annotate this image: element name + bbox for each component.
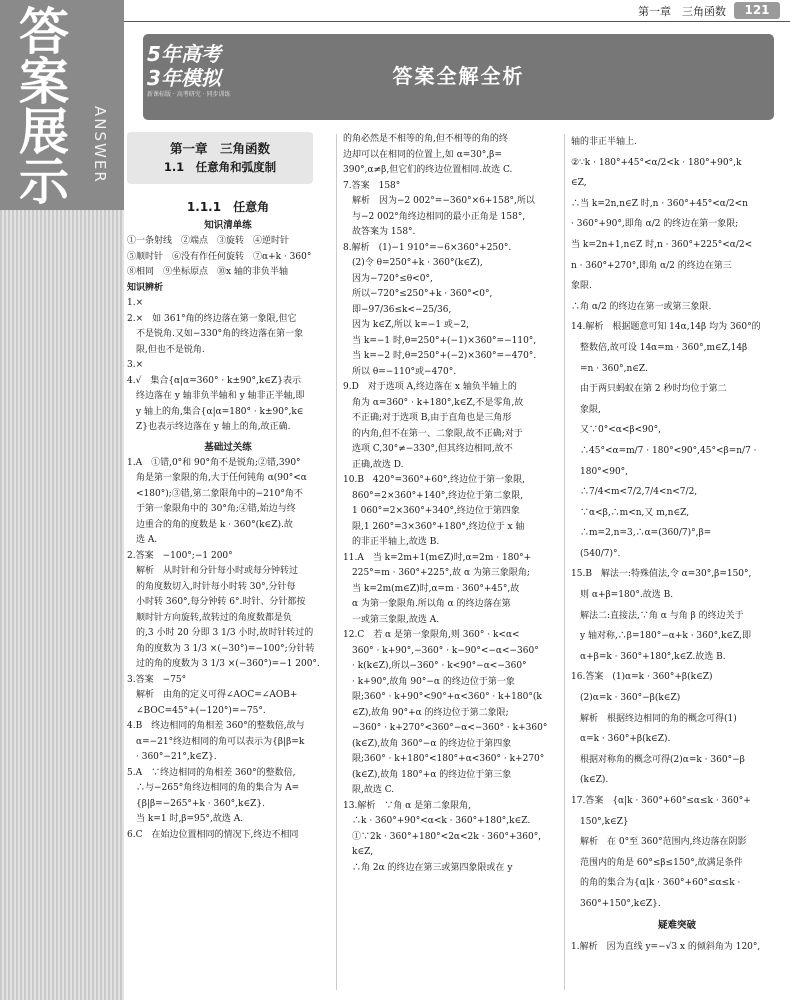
answer-line: 象限, (571, 404, 601, 415)
answer-line: 11.A 当 k=2m+1(m∈Z)时,α=2m · 180°+ (343, 552, 532, 563)
answer-line: ∠BOC=45°+(−120°)=−75°. (127, 705, 266, 716)
answer-line: 当 k=−2 时,θ=250°+(−2)×360°=−470°. (343, 351, 537, 361)
page-number: 121 (734, 2, 780, 19)
answer-line: 限;360° · k+90°<90°+α<360° · k+180°(k (343, 692, 542, 702)
answer-line: 的内角,但不在第一、二象限,故不正确;对于 (343, 428, 523, 439)
answer-line: 360° · k+90°,−360° · k−90°<−α<−360° (343, 645, 539, 656)
answer-line: 终边落在 y 轴非负半轴和 y 轴非正半轴,即 (127, 391, 305, 401)
header-chapter: 第一章 三角函数 (638, 5, 726, 18)
side-char-2: 案 (19, 53, 69, 111)
answer-line: 当 k=2m(m∈Z)时,α=m · 360°+45°,故 (343, 583, 520, 594)
answer-line: −360° · k+270°<360°−α<−360° · k+360° (343, 723, 548, 733)
column-3 (571, 132, 783, 957)
answer-line: ∈Z, (571, 178, 587, 189)
side-answer-label: ANSWER (91, 106, 109, 184)
answer-line: 所以−720°≤250°+k · 360°<0°, (343, 289, 493, 299)
section-title: 1.1.1 任意角 (186, 200, 270, 214)
answer-line: ①∵2k · 360°+180°<2α<2k · 360°+360°, (343, 831, 542, 842)
subsection-label: 知识辨析 (127, 282, 164, 293)
answer-line: 不是锐角.又如−330°角的终边落在第一象 (127, 329, 304, 339)
answer-line: 当 k=1 时,β=95°,故选 A. (127, 814, 244, 824)
column-1 (127, 130, 329, 843)
answer-line: Z}也表示终边落在 y 轴上的角,故正确. (127, 422, 291, 432)
subsection-title: 知识清单练 (204, 220, 252, 231)
answer-line: · k+90°,故角 90°−α 的终边位于第一象 (343, 676, 515, 687)
answer-line: 解法二:直接法,∵角 α 与角 β 的终边关于 (571, 610, 744, 621)
answer-line: 的角的集合为{α|k · 360°+60°≤α≤k · (571, 878, 741, 889)
answer-line: =n · 360°,n∈Z. (571, 363, 648, 374)
answer-line: 由于两只蚂蚁在第 2 秒时均位于第二 (571, 384, 727, 395)
chapter-title: 第一章 三角函数 (169, 141, 270, 156)
answer-line: 225°=m · 360°+225°,故 α 为第三象限角; (343, 568, 530, 578)
banner (143, 34, 774, 120)
answer-line: 所以 θ=−110°或−470°. (343, 366, 457, 377)
answer-line: 17.答案 {α|k · 360°+60°≤α≤k · 360°+ (571, 796, 751, 806)
answer-line: 1 060°=2×360°+340°,终边位于第四象 (343, 506, 520, 516)
answer-line: (k∈Z),故角 360°−α 的终边位于第四象 (343, 738, 512, 749)
answer-line: 限,但也不是锐角. (127, 344, 205, 355)
subsection-title: 基础过关练 (204, 441, 252, 453)
answer-line: α=−21°终边相同的角可以表示为{β|β=k (127, 736, 305, 747)
answer-line: 解析 在 0°至 360°范围内,终边落在阴影 (571, 837, 747, 848)
answer-line: 选 A. (127, 535, 158, 545)
answer-line: 13.解析 ∵角 α 是第二象限角, (343, 800, 471, 811)
answer-line: α+β=k · 360°+180°,k∈Z.故选 B. (571, 651, 726, 662)
answer-line: (k∈Z),故角 180°+α 的终边位于第三象 (343, 769, 512, 780)
answer-line: 轴的非正半轴上. (571, 137, 637, 147)
answer-line: y 轴对称,∴β=180°−α+k · 360°,k∈Z,即 (571, 631, 752, 642)
answer-line: 则 α+β=180°.故选 B. (571, 590, 674, 601)
answer-line: 角的度数为 3 1/3 ×(−30°)=−100°;分针转 (127, 643, 315, 654)
answer-line: 当 k=2n+1,n∈Z 时,n · 360°+225°<α/2< (571, 239, 753, 250)
answer-line: 顺时针方向旋转,故转过的角度数都是负 (127, 612, 292, 623)
answer-line: 的角必然是不相等的角,但不相等的角的终 (343, 134, 508, 144)
answer-line: 又∵0°<α<β<90°, (571, 425, 661, 436)
answer-line: 180°<90°, (571, 466, 629, 477)
answer-line: 范围内的角是 60°≤β≤150°,故满足条件 (571, 857, 743, 868)
chapter-heading-box (127, 132, 313, 184)
answer-line: 2.× 如 361°角的终边落在第一象限,但它 (127, 313, 297, 324)
side-char-1: 答 (19, 3, 69, 61)
answer-line: 8.解析 (1)−1 910°=−6×360°+250°. (343, 242, 512, 253)
answer-line: 因为−720°≤θ<0°, (343, 273, 433, 284)
answer-line: 16.答案 (1)α=k · 360°+β(k∈Z) (571, 672, 713, 683)
answer-line: 860°=2×360°+140°,终边位于第二象限, (343, 490, 524, 501)
answer-line: 解析 因为−2 002°=−360°×6+158°,所以 (343, 196, 535, 206)
answer-line: y 轴上的角,集合{α|α=180° · k±90°,k∈ (127, 406, 304, 417)
answer-line: 2.答案 −100°;−1 200° (127, 550, 233, 561)
answer-line: ∴m=2,n=3,∴α=(360/7)°,β= (571, 528, 712, 539)
answer-line: 3.答案 −75° (127, 674, 187, 685)
answer-line: 10.B 420°=360°+60°,终边位于第一象限, (343, 475, 526, 485)
chapter-subtitle: 1.1 任意角和弧度制 (163, 160, 277, 174)
answer-line: 限,故选 C. (343, 785, 395, 795)
answer-line: 15.B 解法一:特殊值法,令 α=30°,β=150°, (571, 569, 752, 580)
logo-subtitle: 新课标版 · 高考研究 · 同步训练 (147, 91, 231, 98)
answer-line: ∴当 k=2n,n∈Z 时,n · 360°+45°<α/2<n (571, 198, 748, 209)
answer-line: · k(k∈Z),所以−360° · k<90°−α<−360° (343, 661, 527, 671)
answer-line: 7.答案 158° (343, 180, 401, 191)
answer-line: 正确,故选 D. (343, 459, 404, 470)
answer-line: 390°,α≠β,但它们的终边位置相同.故选 C. (343, 165, 513, 175)
answer-line: (k∈Z). (571, 775, 609, 786)
answer-line: ∴与−265°角终边相同的角的集合为 A= (127, 783, 300, 793)
answer-line: ∈Z),故角 90°+α 的终边位于第二象限; (343, 707, 509, 718)
answer-line: (540/7)°. (571, 548, 621, 559)
answer-line: 一或第三象限,故选 A. (343, 614, 440, 625)
subsection-title: 疑难突破 (657, 919, 696, 931)
answer-line: ⑧相同 ⑨坐标原点 ⑩x 轴的非负半轴 (127, 267, 288, 277)
answer-line: α 为第一象限角.所以角 α 的终边落在第 (343, 599, 511, 609)
answer-line: 3.× (127, 360, 144, 370)
answer-line: 整数倍,故可设 14α=m · 360°,m∈Z,14β (571, 342, 748, 353)
answer-line: {β|β=−265°+k · 360°,k∈Z}. (127, 798, 265, 809)
answer-line: ∵α<β,∴m<n,又 m,n∈Z, (571, 507, 690, 518)
answer-line: 于第一象限角中的 30°角;④错,始边与终 (127, 504, 296, 514)
answer-line: 12.C 若 α 是第一象限角,则 360° · k<α< (343, 630, 520, 640)
logo-line-2: 3年模拟 (147, 66, 221, 90)
answer-line: ∴角 2α 的终边在第三或第四象限或在 y (343, 862, 513, 873)
side-char-4: 示 (19, 153, 69, 211)
answer-line: 4.B 终边相同的角相差 360°的整数倍,故与 (127, 721, 305, 731)
answer-line: n · 360°+270°,即角 α/2 的终边在第三 (571, 260, 732, 271)
answer-line: 限;360° · k+180°<180°+α<360° · k+270° (343, 754, 545, 764)
answer-line: ∴角 α/2 的终边在第一或第三象限. (571, 301, 712, 312)
answer-line: 因为 k∈Z,所以 k=−1 或−2, (343, 320, 470, 330)
banner-title: 答案全解全析 (392, 64, 525, 88)
answer-line: · 360°−21°,k∈Z}. (127, 752, 217, 762)
answer-line: ∴k · 360°+90°<α<k · 360°+180°,k∈Z. (343, 816, 531, 826)
answer-line: 14.解析 根据题意可知 14α,14β 均为 360°的 (571, 322, 761, 333)
side-char-3: 展 (19, 103, 69, 161)
answer-line: 的非正半轴上,故选 B. (343, 537, 440, 547)
answer-line: 边重合的角的度数是 k · 360°(k∈Z).故 (127, 519, 293, 530)
answer-line: 9.D 对于选项 A,终边落在 x 轴负半轴上的 (343, 382, 517, 392)
answer-line: ①一条射线 ②端点 ③旋转 ④逆时针 (127, 236, 290, 246)
answer-line: 6.C 在始边位置相同的情况下,终边不相同 (127, 829, 299, 840)
answer-line: 边却可以在相同的位置上,如 α=30°,β= (343, 149, 502, 160)
answer-line: 过的角的度数为 3 1/3 ×(−360°)=−1 200°. (127, 659, 320, 669)
answer-line: (2)令 θ=250°+k · 360°(k∈Z), (343, 258, 483, 268)
answer-line: · 360°+90°,即角 α/2 的终边在第一象限; (571, 219, 739, 230)
answer-line: <180°);③错,第二象限角中的−210°角不 (127, 488, 303, 499)
answer-line: 角是第一象限的角,大于任何钝角 α(90°<α (127, 473, 307, 483)
answer-line: 角为 α=360° · k+180°,k∈Z,不是零角,故 (343, 397, 524, 408)
answer-line: 1.解析 因为直线 y=−√3 x 的倾斜角为 120°, (571, 941, 761, 952)
answer-line: 小时转 360°,每分钟转 6°.时针、分针都按 (127, 597, 306, 607)
answer-line: 4.√ 集合{α|α=360° · k±90°,k∈Z}表示 (127, 375, 301, 386)
answer-line: ⑤顺时针 ⑥没有作任何旋转 ⑦α+k · 360° (127, 251, 312, 262)
answer-line: 象限. (571, 281, 592, 292)
answer-line: ②∵k · 180°+45°<α/2<k · 180°+90°,k (571, 157, 742, 168)
answer-line: 故答案为 158°. (343, 227, 416, 237)
answer-line: α=k · 360°+β(k∈Z). (571, 734, 671, 745)
answer-line: 解析 根据终边相同的角的概念可得(1) (571, 713, 737, 724)
answer-line: 即−97/36≤k<−25/36, (343, 304, 452, 315)
answer-line: 选项 C,30°≠−330°,但其终边相同,故不 (343, 444, 513, 454)
answer-line: 150°,k∈Z} (571, 816, 629, 827)
answer-line: 当 k=−1 时,θ=250°+(−1)×360°=−110°, (343, 335, 537, 346)
header-rule (124, 21, 790, 22)
answer-line: 1.× (127, 298, 144, 308)
answer-line: 限,1 260°=3×360°+180°,终边位于 x 轴 (343, 521, 525, 532)
answer-line: (2)α=k · 360°−β(k∈Z) (571, 693, 681, 704)
answer-line: ∴45°<α=m/7 · 180°<90°,45°<β=n/7 · (571, 445, 757, 456)
answer-line: 与−2 002°角终边相同的最小正角是 158°, (343, 211, 526, 222)
answer-line: 的角度数切入,时针每小时转 30°,分针每 (127, 581, 296, 592)
column-divider (564, 134, 565, 990)
answer-line: 1.A ①错,0°和 90°角不是锐角;②错,390° (127, 457, 301, 468)
answer-line: 解析 由角的定义可得∠AOC=∠AOB+ (127, 690, 298, 700)
logo-line-1: 5年高考 (147, 42, 221, 66)
answer-line: 根据对称角的概念可得(2)α=k · 360°−β (571, 754, 745, 765)
answer-line: 解析 从时针和分针每小时或每分钟转过 (127, 566, 299, 576)
answer-line: 360°+150°,k∈Z}. (571, 898, 661, 909)
answer-line: ∴7/4<m<7/2,7/4<n<7/2, (571, 487, 698, 498)
answer-line: 5.A ∵终边相同的角相差 360°的整数倍, (127, 767, 296, 778)
column-2 (343, 132, 557, 876)
column-divider (336, 134, 337, 990)
answer-line: 的,3 小时 20 分即 3 1/3 小时,故时针转过的 (127, 628, 314, 638)
answer-line: k∈Z, (343, 847, 374, 857)
answer-line: 不正确;对于选项 B,由于直角也是三角形 (343, 413, 512, 423)
